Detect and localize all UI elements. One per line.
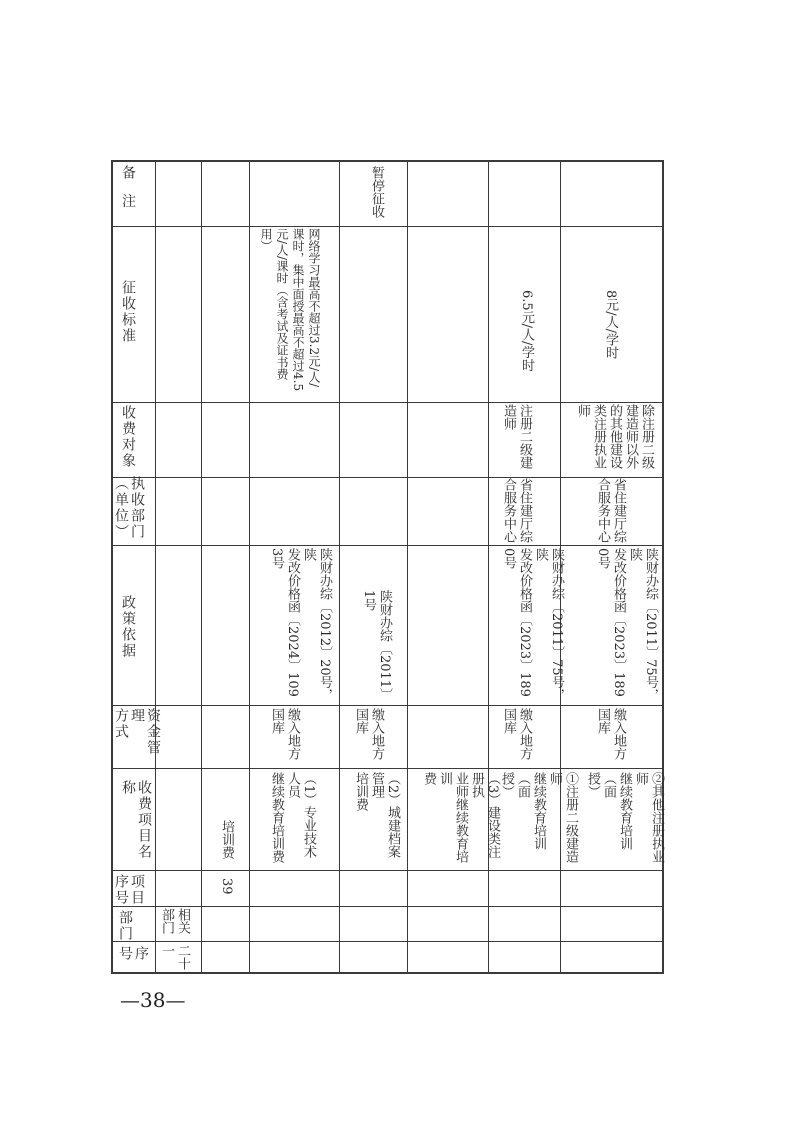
row-divider <box>201 160 202 974</box>
row-item-name: （2）城建档案管理 培训费 <box>353 772 400 859</box>
row-divider <box>407 160 408 974</box>
col-divider <box>111 477 664 478</box>
header-policy: 政策依据 <box>120 595 136 659</box>
row-target: 除注册二级 建造师以外 的其他建设 类注册执业 师 <box>575 404 654 469</box>
table-border-left <box>111 160 113 974</box>
row-fund-mgmt: 缴入地方 国库 <box>595 708 626 760</box>
col-divider <box>111 768 664 769</box>
table-border-bottom <box>111 972 664 974</box>
row-fund-mgmt: 缴入地方 国库 <box>353 708 384 760</box>
header-target: 收费对象 <box>120 405 136 469</box>
row-item-name: ①注册二级建造师 继续教育培训（面 授） <box>499 772 578 863</box>
header-item-no: 项目 序号 <box>113 874 145 906</box>
col-divider <box>111 402 664 403</box>
col-divider <box>111 941 664 942</box>
col-divider <box>111 870 664 871</box>
row-item-name: 培训费 <box>219 820 234 859</box>
row-remark: 暂停征收 <box>369 166 384 218</box>
row-policy: 陕财办综〔2011〕75号，陕 发改价格函〔2023〕1890号 <box>595 548 658 702</box>
row-target: 注册二级建 造师 <box>501 404 532 469</box>
row-standard: 6.5元/人/学时 <box>519 290 534 372</box>
header-item-name: 收费项目名称 <box>120 780 152 860</box>
table-border-top <box>111 160 664 162</box>
row-item-name: （1）专业技术人员 继续教育培训费 <box>269 772 316 863</box>
col-divider <box>111 545 664 546</box>
col-divider <box>111 226 664 227</box>
row-item-name: ②其他注册执业师 继续教育培训（面 授） <box>585 772 664 863</box>
row-item-name: （3）建设类注册执 业师继续教育培训 费 <box>421 772 500 863</box>
row-fund-mgmt: 缴入地方 国库 <box>269 708 300 760</box>
row-item-no: 39 <box>219 878 234 895</box>
page-number: —38— <box>120 988 186 1012</box>
row-standard: 网络学习最高不超过3.2元/人/ 课时，集中面授最高不超过4.5 元/人/课时（含考试及证书费 用） <box>259 228 321 392</box>
row-standard: 8元/人/学时 <box>603 290 618 360</box>
row-divider <box>155 160 156 974</box>
header-remark: 备 注 <box>120 165 136 210</box>
row-fund-mgmt: 缴入地方 国库 <box>501 708 532 760</box>
header-collector: 执收部门 （单位） <box>113 476 145 540</box>
group-seq: 二十 一 <box>159 944 190 970</box>
row-policy: 陕财办综〔2011〕1号 <box>361 590 392 702</box>
header-standard: 征收标准 <box>120 280 136 344</box>
row-policy: 陕财办综〔2012〕20号，陕 发改价格函〔2024〕1093号 <box>269 548 332 702</box>
row-divider <box>339 160 340 974</box>
row-collector: 省住建厅综 合服务中心 <box>595 478 626 543</box>
col-divider <box>111 705 664 706</box>
row-collector: 省住建厅综 合服务中心 <box>501 478 532 543</box>
col-divider <box>111 906 664 907</box>
row-divider <box>249 160 250 974</box>
group-dept: 相关 部门 <box>159 908 190 934</box>
header-dept: 部门 <box>117 910 133 942</box>
header-seq: 序号 <box>117 946 149 962</box>
row-policy: 陕财办综〔2011〕75号，陕 发改价格函〔2023〕1890号 <box>501 548 564 702</box>
header-fund-mgmt: 资金管理 方式 <box>113 708 161 756</box>
